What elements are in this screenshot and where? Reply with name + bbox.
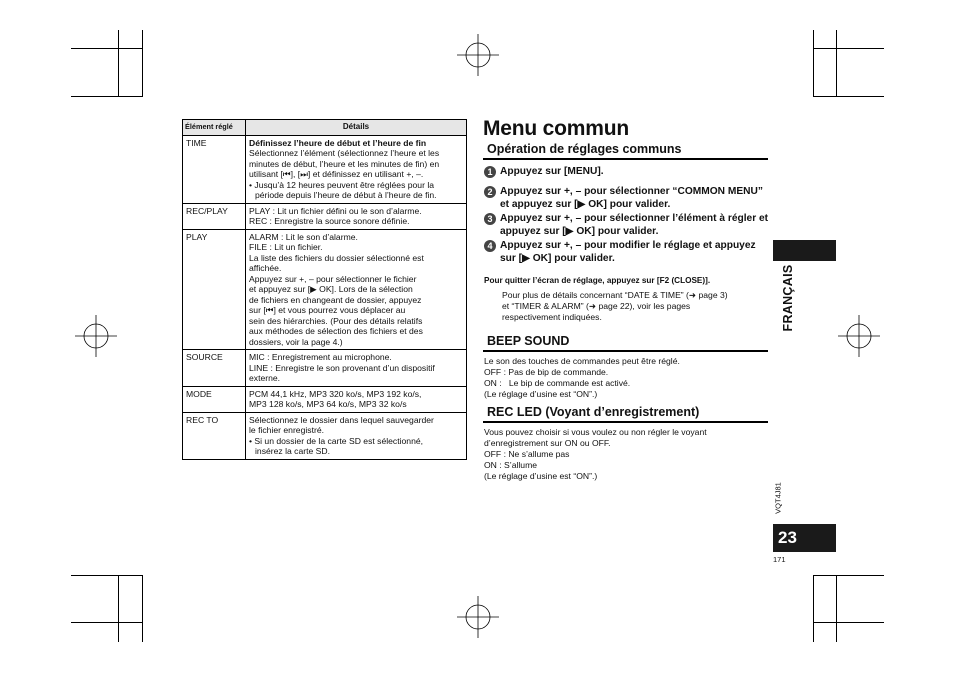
beep-line: Le son des touches de commandes peut être réglé. xyxy=(484,356,680,366)
row-name: PLAY xyxy=(183,229,246,350)
detail-line: utilisant [⏮], [⏭] et définissez en utilisant +, –. xyxy=(249,169,424,179)
table-row xyxy=(183,229,467,350)
detail-line: externe. xyxy=(249,373,281,383)
detail-line: REC : Enregistre la source sonore définie. xyxy=(249,216,410,226)
row-name: REC TO xyxy=(183,412,246,459)
detail-line: aux méthodes de sélection des fichiers et des xyxy=(249,326,423,336)
row-details xyxy=(246,412,467,459)
led-line: OFF : Ne s’allume pas xyxy=(484,449,570,459)
crop-mark xyxy=(813,575,884,576)
crop-mark xyxy=(118,575,119,642)
page-title: Menu commun xyxy=(483,117,629,140)
detail-line: PLAY : Lit un fichier défini ou le son d’alarme. xyxy=(249,205,422,216)
details-note-line: respectivement indiquées. xyxy=(502,312,602,322)
detail-bullet: insérez la carte SD. xyxy=(255,446,330,456)
detail-line: affichée. xyxy=(249,263,282,273)
detail-line: ALARM : Lit le son d’alarme. xyxy=(249,231,358,242)
step-text: Appuyez sur +, – pour sélectionner “COMMON MENU” et appuyez sur [▶ OK] pour valider. xyxy=(500,186,763,211)
step-number-icon: 4 xyxy=(484,240,496,252)
section-heading-rec-led: REC LED (Voyant d’enregistrement) xyxy=(483,405,768,423)
crop-mark xyxy=(813,30,814,97)
quit-note: Pour quitter l’écran de réglage, appuyez sur [F2 (CLOSE)]. xyxy=(484,276,711,285)
details-note-line: Pour plus de détails concernant “DATE & TIME” (➜ page 3) xyxy=(502,290,728,300)
detail-line: sur [⏮] et vous pourrez vous déplacer au xyxy=(249,305,406,315)
crop-mark xyxy=(71,96,142,97)
led-line: Vous pouvez choisir si vous voulez ou non régler le voyant xyxy=(484,427,707,437)
detail-bullet: • Si un dossier de la carte SD est sélectionné, xyxy=(249,435,424,446)
led-line: (Le réglage d’usine est “ON”.) xyxy=(484,471,598,481)
detail-line: le fichier enregistré. xyxy=(249,425,324,435)
detail-line: FILE : Lit un fichier. xyxy=(249,242,323,252)
crop-mark xyxy=(71,622,142,623)
doc-code-text: VQT4J81 xyxy=(773,482,783,514)
table-row xyxy=(183,203,467,229)
step-number-icon: 2 xyxy=(484,186,496,198)
detail-line: Sélectionnez le dossier dans lequel sauvegarder xyxy=(249,414,434,425)
registration-mark-left xyxy=(73,313,119,359)
crop-mark xyxy=(813,622,884,623)
settings-table xyxy=(182,119,467,460)
details-note-line: et “TIMER & ALARM” (➜ page 22), voir les pages xyxy=(502,301,691,311)
step-number-icon: 3 xyxy=(484,213,496,225)
beep-line: ON : Le bip de commande est activé. xyxy=(484,378,631,388)
language-tab xyxy=(773,240,836,261)
detail-line: Appuyez sur +, – pour sélectionner le fichier xyxy=(249,273,417,284)
language-text: FRANÇAIS xyxy=(781,264,795,332)
beep-line: OFF : Pas de bip de commande. xyxy=(484,367,609,377)
section-heading-common-settings: Opération de réglages communs xyxy=(483,142,768,160)
beep-line: (Le réglage d’usine est “ON”.) xyxy=(484,389,598,399)
detail-line: LINE : Enregistre le son provenant d’un dispositif xyxy=(249,362,435,373)
crop-mark xyxy=(71,48,142,49)
row-details xyxy=(246,350,467,387)
sub-page-number: 171 xyxy=(773,555,786,564)
detail-line: PCM 44,1 kHz, MP3 320 ko/s, MP3 192 ko/s, xyxy=(249,388,422,399)
row-name: MODE xyxy=(183,386,246,412)
detail-line: Sélectionnez l’élément (sélectionnez l’heure et les xyxy=(249,148,440,158)
row-name: SOURCE xyxy=(183,350,246,387)
crop-mark xyxy=(118,30,119,97)
step-text: Appuyez sur +, – pour sélectionner l’élément à régler et appuyez sur [▶ OK] pour valider. xyxy=(500,213,769,238)
row-details xyxy=(246,229,467,350)
row-details xyxy=(246,135,467,203)
language-label xyxy=(780,263,796,333)
detail-line: de fichiers en changeant de dossier, appuyez xyxy=(249,294,422,305)
step-text: Appuyez sur [MENU]. xyxy=(500,166,604,177)
crop-mark xyxy=(813,575,814,642)
detail-line: MP3 128 ko/s, MP3 64 ko/s, MP3 32 ko/s xyxy=(249,399,407,409)
crop-mark xyxy=(142,575,143,642)
step-text: Appuyez sur +, – pour modifier le réglage et appuyez sur [▶ OK] pour valider. xyxy=(500,240,756,265)
table-row xyxy=(183,350,467,387)
row-name: TIME xyxy=(183,135,246,203)
detail-line: La liste des fichiers du dossier sélectionné est xyxy=(249,252,424,263)
table-row xyxy=(183,412,467,459)
crop-mark xyxy=(836,30,837,97)
detail-line: sein des hiérarchies. (Pour des détails relatifs xyxy=(249,315,423,326)
registration-mark-right xyxy=(836,313,882,359)
table-row xyxy=(183,386,467,412)
detail-bullet: période depuis l’heure de début à l’heure de fin. xyxy=(255,190,437,200)
detail-line: dossiers, voir la page 4.) xyxy=(249,336,343,347)
crop-mark xyxy=(836,575,837,642)
led-line: d’enregistrement sur ON ou OFF. xyxy=(484,438,611,448)
row-details xyxy=(246,386,467,412)
page-number: 23 xyxy=(773,524,836,552)
crop-mark xyxy=(71,575,142,576)
led-line: ON : S’allume xyxy=(484,460,538,470)
registration-mark-bottom xyxy=(455,594,501,640)
step-number-icon: 1 xyxy=(484,166,496,178)
column-header-item: Élément réglé xyxy=(183,120,246,136)
table-row xyxy=(183,135,467,203)
detail-bullet: • Jusqu’à 12 heures peuvent être réglées pour la xyxy=(249,179,435,190)
section-heading-beep-sound: BEEP SOUND xyxy=(483,334,768,352)
doc-code xyxy=(767,474,789,522)
detail-line: MIC : Enregistrement au microphone. xyxy=(249,352,392,362)
column-header-details: Détails xyxy=(246,120,467,136)
detail-line: et appuyez sur [▶ OK]. Lors de la sélection xyxy=(249,284,413,294)
row-name: REC/PLAY xyxy=(183,203,246,229)
detail-line: Définissez l’heure de début et l’heure de fin xyxy=(249,137,427,148)
crop-mark xyxy=(813,48,884,49)
detail-line: minutes de début, l’heure et les minutes de fin) en xyxy=(249,158,440,169)
registration-mark-top xyxy=(455,32,501,78)
row-details xyxy=(246,203,467,229)
crop-mark xyxy=(142,30,143,97)
table-header-row xyxy=(183,120,467,136)
crop-mark xyxy=(813,96,884,97)
